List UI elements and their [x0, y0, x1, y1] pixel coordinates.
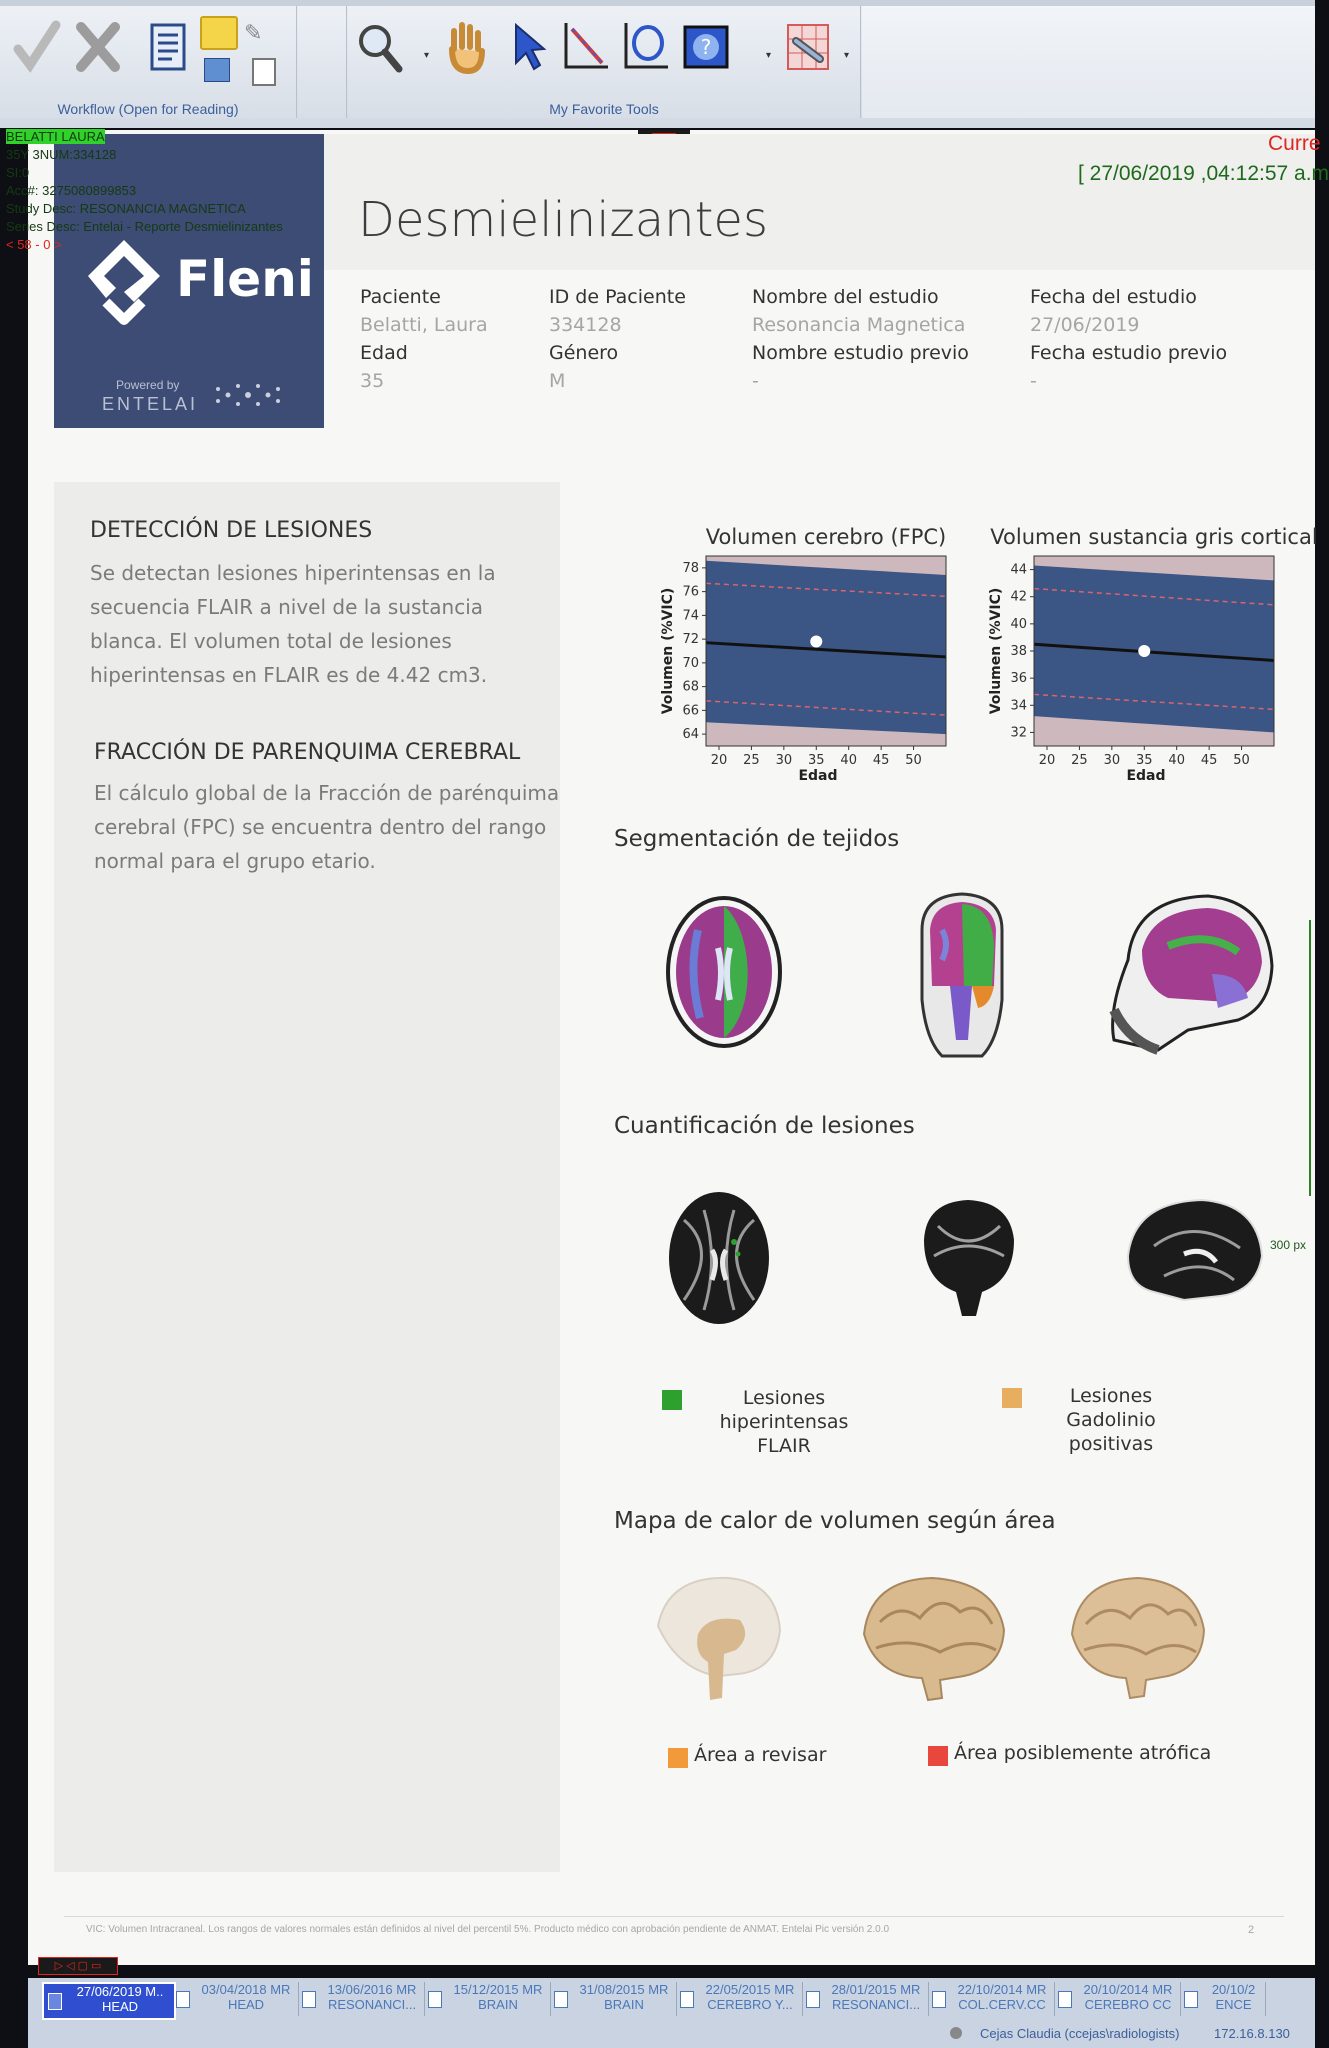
- paciente-value: Belatti, Laura: [360, 314, 488, 336]
- study-tab-icon: [176, 1991, 190, 2008]
- lesion-images: [664, 1190, 1284, 1330]
- edad-value: 35: [360, 370, 385, 392]
- ellipse-tool[interactable]: [618, 16, 674, 78]
- deteccion-line: secuencia FLAIR a nivel de la sustancia: [90, 595, 484, 619]
- study-tab-icon: [428, 1991, 442, 2008]
- chart-x-tick-label: 35: [1135, 753, 1153, 768]
- overlay-age-id: 35Y 3NUM:334128: [6, 147, 117, 162]
- heatmap-brain-medial: [1072, 1578, 1204, 1698]
- study-tab-date: 15/12/2015 MR: [453, 1982, 543, 1997]
- summary-panel: [54, 482, 560, 1872]
- legend-flair-swatch: [662, 1390, 682, 1410]
- scale-label: 300 px: [1270, 1238, 1307, 1252]
- study-tab-icon: [1058, 1991, 1072, 2008]
- favorite-tools-group: [348, 6, 861, 118]
- fraccion-line: cerebral (FPC) se encuentra dentro del rango: [94, 815, 547, 839]
- pan-tool[interactable]: [438, 16, 494, 78]
- page-number: 2: [1248, 1924, 1255, 1936]
- chart-y-tick-label: 70: [682, 655, 699, 671]
- estudio-label: Nombre del estudio: [752, 286, 939, 308]
- study-tab-icon: [806, 1991, 820, 2008]
- cursor-icon: [506, 19, 546, 75]
- study-tab-date: 27/06/2019 M..: [76, 1984, 164, 1999]
- help-icon: [681, 19, 731, 75]
- overlay-study: Study Desc: RESONANCIA MAGNETICA: [6, 201, 246, 216]
- segmentation-images: [658, 890, 1218, 1060]
- tools-caption: My Favorite Tools: [549, 101, 659, 117]
- deteccion-line: blanca. El volumen total de lesiones: [90, 629, 452, 653]
- study-tab[interactable]: [298, 1982, 425, 2016]
- lesion-sagittal: [1128, 1200, 1262, 1300]
- study-tab-desc: RESONANCI...: [831, 1997, 921, 2012]
- chart-y-tick-label: 34: [1010, 698, 1027, 714]
- deteccion-title: DETECCIÓN DE LESIONES: [90, 518, 373, 543]
- ruler-tool[interactable]: [558, 16, 614, 78]
- dicom-overlay: [6, 128, 283, 254]
- chart-y-tick-label: 40: [1010, 616, 1027, 632]
- chart-y-tick-label: 68: [682, 679, 699, 695]
- study-tab[interactable]: [1180, 1982, 1266, 2016]
- deteccion-line: Se detectan lesiones hiperintensas en la: [90, 561, 496, 585]
- fecha-value: 27/06/2019: [1030, 314, 1140, 336]
- study-tab-icon: [48, 1993, 62, 2010]
- study-tab-date: 22/10/2014 MR: [957, 1982, 1047, 1997]
- legend-atrofica: Área posiblemente atrófica: [954, 1742, 1212, 1764]
- cuantificacion-title: Cuantificación de lesiones: [614, 1113, 915, 1139]
- report-page: [28, 130, 1329, 1965]
- study-tab-date: 22/05/2015 MR: [705, 1982, 795, 1997]
- chart-y-tick-label: 38: [1010, 644, 1027, 659]
- help-dropdown[interactable]: ▾: [766, 50, 772, 61]
- study-tab[interactable]: [802, 1982, 929, 2016]
- lesion-coronal: [924, 1200, 1014, 1316]
- study-tabs: [42, 1978, 1307, 2020]
- cine-controls[interactable]: ▷ ◁ ▢ ▭: [38, 1957, 118, 1975]
- report-button[interactable]: [140, 16, 196, 78]
- powered-by-label: Powered by: [116, 378, 180, 392]
- chart-x-tick-label: 50: [905, 753, 922, 768]
- legend-revisar: Área a revisar: [694, 1744, 827, 1766]
- separator-group: [298, 6, 347, 118]
- chart-patient-point: [810, 636, 822, 648]
- approve-button[interactable]: [8, 16, 64, 78]
- chart-x-tick-label: 40: [1168, 753, 1185, 768]
- chart-x-tick-label: 40: [840, 753, 857, 768]
- overlay-si: SI:0: [6, 165, 30, 180]
- legend-gad: [1024, 1384, 1198, 1456]
- fecha-previo-value: -: [1030, 370, 1037, 392]
- study-tab-icon: [680, 1991, 694, 2008]
- chart-x-tick-label: 35: [807, 753, 825, 768]
- study-tab-desc: RESONANCI...: [327, 1997, 417, 2012]
- chart-y-tick-label: 72: [682, 632, 699, 648]
- fecha-label: Fecha del estudio: [1030, 286, 1197, 308]
- study-tab-desc: CEREBRO CC: [1084, 1997, 1172, 2012]
- chart-y-tick-label: 66: [682, 703, 699, 719]
- study-tab-date: 13/06/2016 MR: [327, 1982, 417, 1997]
- study-tab-date: 20/10/2014 MR: [1083, 1982, 1173, 1997]
- svg-text:?: ?: [700, 35, 712, 59]
- study-tab-icon: [302, 1991, 316, 2008]
- study-tab[interactable]: [172, 1982, 299, 2016]
- close-icon: [73, 19, 123, 75]
- study-tab-date: 31/08/2015 MR: [579, 1982, 669, 1997]
- fleni-wordmark: Fleni: [176, 250, 314, 308]
- heatmap-brain-lateral: [864, 1578, 1004, 1700]
- chart-patient-point: [1138, 645, 1150, 657]
- genero-label: Género: [549, 342, 619, 364]
- study-tab[interactable]: [676, 1982, 803, 2016]
- hand-icon: [444, 19, 488, 75]
- edit-icon[interactable]: ✎: [244, 20, 263, 45]
- mapa-title: Mapa de calor de volumen según área: [614, 1508, 1056, 1534]
- legend-flair-line1: Lesiones hiperintensas: [719, 1387, 849, 1433]
- page-title: Desmielinizantes: [358, 192, 768, 248]
- study-tab-desc: CEREBRO Y...: [707, 1997, 793, 2012]
- overlay-series: Series Desc: Entelai - Reporte Desmielinizantes: [6, 219, 283, 234]
- fecha-previo-label: Fecha estudio previo: [1030, 342, 1228, 364]
- chart-y-tick-label: 42: [1010, 589, 1027, 605]
- previo-label: Nombre estudio previo: [752, 342, 969, 364]
- study-tab-desc: BRAIN: [604, 1997, 644, 2012]
- fraccion-line: El cálculo global de la Fracción de parénquima: [94, 781, 560, 805]
- study-tab-active[interactable]: [42, 1982, 176, 2020]
- study-tab-icon: [932, 1991, 946, 2008]
- id-label: ID de Paciente: [549, 286, 686, 308]
- legend-atrofica-swatch: [928, 1746, 948, 1766]
- study-tabs-bar: [28, 1978, 1315, 2020]
- legend-gad-line1: Lesiones Gadolinio: [1066, 1385, 1156, 1431]
- footer-divider: [64, 1916, 1284, 1917]
- footer-note: VIC: Volumen Intracraneal. Los rangos de valores normales están definidos al nivel del percentil 5%. Producto médico con aprobación pendiente de ANMAT. Entelai Pic versión 2.0.0: [86, 1924, 890, 1935]
- segmentation-coronal: [922, 894, 1002, 1056]
- document-icon[interactable]: [252, 58, 276, 86]
- heatmap-brain-glass: [658, 1578, 780, 1700]
- chart-x-tick-label: 30: [775, 753, 793, 768]
- toolbar: [0, 0, 1315, 128]
- study-tab[interactable]: [424, 1982, 551, 2016]
- checkmark-icon: [12, 19, 60, 75]
- segmentacion-title: Segmentación de tejidos: [614, 826, 900, 852]
- link-icon: [782, 19, 834, 75]
- legend-gad-swatch: [1002, 1388, 1022, 1408]
- chart-title: Volumen cerebro (FPC): [705, 525, 947, 549]
- study-tab-desc: BRAIN: [478, 1997, 518, 2012]
- zoom-tool[interactable]: [352, 16, 408, 78]
- id-value: 334128: [549, 314, 622, 336]
- ip-label: 172.16.8.130: [1214, 2026, 1290, 2041]
- workflow-group: [0, 6, 297, 118]
- chart-y-label: Volumen (%VIC): [988, 587, 1004, 715]
- paciente-label: Paciente: [360, 286, 441, 308]
- study-tab-desc: COL.CERV.CC: [958, 1997, 1046, 2012]
- chart-y-tick-label: 36: [1010, 671, 1027, 687]
- deteccion-line: hiperintensas en FLAIR es de 4.42 cm3.: [90, 663, 488, 687]
- study-tab-date: 28/01/2015 MR: [831, 1982, 921, 1997]
- study-tab-desc: ENCE: [1215, 1997, 1252, 2012]
- magnifier-icon: [355, 19, 405, 75]
- chart-x-tick-label: 30: [1103, 753, 1121, 768]
- chart-y-tick-label: 32: [1010, 725, 1027, 741]
- chart-x-tick-label: 20: [710, 753, 728, 768]
- toolbar-empty-area: [862, 6, 1315, 118]
- link-dropdown[interactable]: ▾: [844, 50, 850, 61]
- chart-x-tick-label: 45: [1200, 753, 1218, 768]
- link-tool[interactable]: [780, 16, 836, 78]
- chart-x-tick-label: 45: [872, 753, 890, 768]
- study-tab-desc: HEAD: [101, 1999, 139, 2014]
- fraccion-title: FRACCIÓN DE PARENQUIMA CEREBRAL: [94, 740, 521, 765]
- overlay-slice[interactable]: < 58 - 0 >: [6, 237, 62, 252]
- study-tab-desc: HEAD: [227, 1997, 265, 2012]
- chart-x-tick-label: 25: [1071, 753, 1088, 768]
- scale-ruler: [1309, 920, 1311, 1196]
- entelai-wordmark: ENTELAI: [102, 394, 199, 414]
- fraccion-line: normal para el grupo etario.: [94, 849, 376, 873]
- status-dot-icon: [950, 2027, 962, 2039]
- workflow-caption: Workflow (Open for Reading): [57, 101, 239, 117]
- chart-x-tick-label: 50: [1233, 753, 1250, 768]
- pointer-tool[interactable]: [498, 16, 554, 78]
- chart-x-tick-label: 25: [743, 753, 760, 768]
- lesion-axial: [669, 1192, 769, 1324]
- ellipse-icon: [620, 19, 672, 75]
- overlay-patient: BELATTI LAURA: [6, 129, 105, 144]
- chart-y-tick-label: 78: [682, 560, 699, 576]
- study-tab-date: 20/10/2: [1211, 1982, 1256, 1997]
- zoom-dropdown[interactable]: ▾: [424, 50, 430, 61]
- estudio-value: Resonancia Magnetica: [752, 314, 966, 336]
- legend-flair-line2: FLAIR: [757, 1435, 811, 1457]
- report-icon: [148, 21, 188, 73]
- genero-value: M: [549, 370, 566, 392]
- chart-x-label: Edad: [798, 768, 838, 784]
- note-button[interactable]: [200, 16, 238, 50]
- reject-button[interactable]: [70, 16, 126, 78]
- study-tab-icon: [554, 1991, 568, 2008]
- edad-label: Edad: [360, 342, 408, 364]
- user-label: Cejas Claudia (ccejas\radiologists): [980, 2026, 1180, 2041]
- legend-gad-line2: positivas: [1068, 1433, 1154, 1455]
- previo-value: -: [752, 370, 759, 392]
- chart-y-tick-label: 44: [1010, 562, 1027, 578]
- study-tab-icon: [1184, 1991, 1198, 2008]
- chart-x-label: Edad: [1126, 768, 1166, 784]
- current-label: Curre: [1268, 132, 1321, 155]
- status-bar: [28, 2020, 1315, 2048]
- chart-sustancia-gris: [952, 500, 1318, 910]
- overlay-accession: Acc#: 3275080899853: [6, 183, 137, 198]
- legend-revisar-swatch: [668, 1748, 688, 1768]
- fraccion-text: [94, 776, 559, 878]
- chart-y-tick-label: 76: [682, 584, 699, 600]
- window-icon[interactable]: [204, 58, 230, 82]
- study-tab[interactable]: [550, 1982, 677, 2016]
- chart-y-label: Volumen (%VIC): [660, 587, 676, 715]
- study-tab[interactable]: [1054, 1982, 1181, 2016]
- chart-y-tick-label: 74: [682, 608, 699, 624]
- heatmap-images: [648, 1570, 1268, 1710]
- help-tool[interactable]: [678, 16, 734, 78]
- segmentation-sagittal: [1113, 896, 1272, 1050]
- legend-flair: [686, 1386, 882, 1458]
- ruler-icon: [560, 19, 612, 75]
- study-datetime: [ 27/06/2019 ,04:12:57 a.m: [1078, 162, 1329, 185]
- chart-y-tick-label: 64: [682, 727, 699, 743]
- study-tab-date: 03/04/2018 MR: [201, 1982, 291, 1997]
- chart-x-tick-label: 20: [1038, 753, 1056, 768]
- chart-title: Volumen sustancia gris cortical: [990, 525, 1318, 549]
- deteccion-text: [90, 556, 496, 692]
- segmentation-axial: [668, 898, 780, 1046]
- study-tab[interactable]: [928, 1982, 1055, 2016]
- entelai-dots-icon: [212, 380, 284, 410]
